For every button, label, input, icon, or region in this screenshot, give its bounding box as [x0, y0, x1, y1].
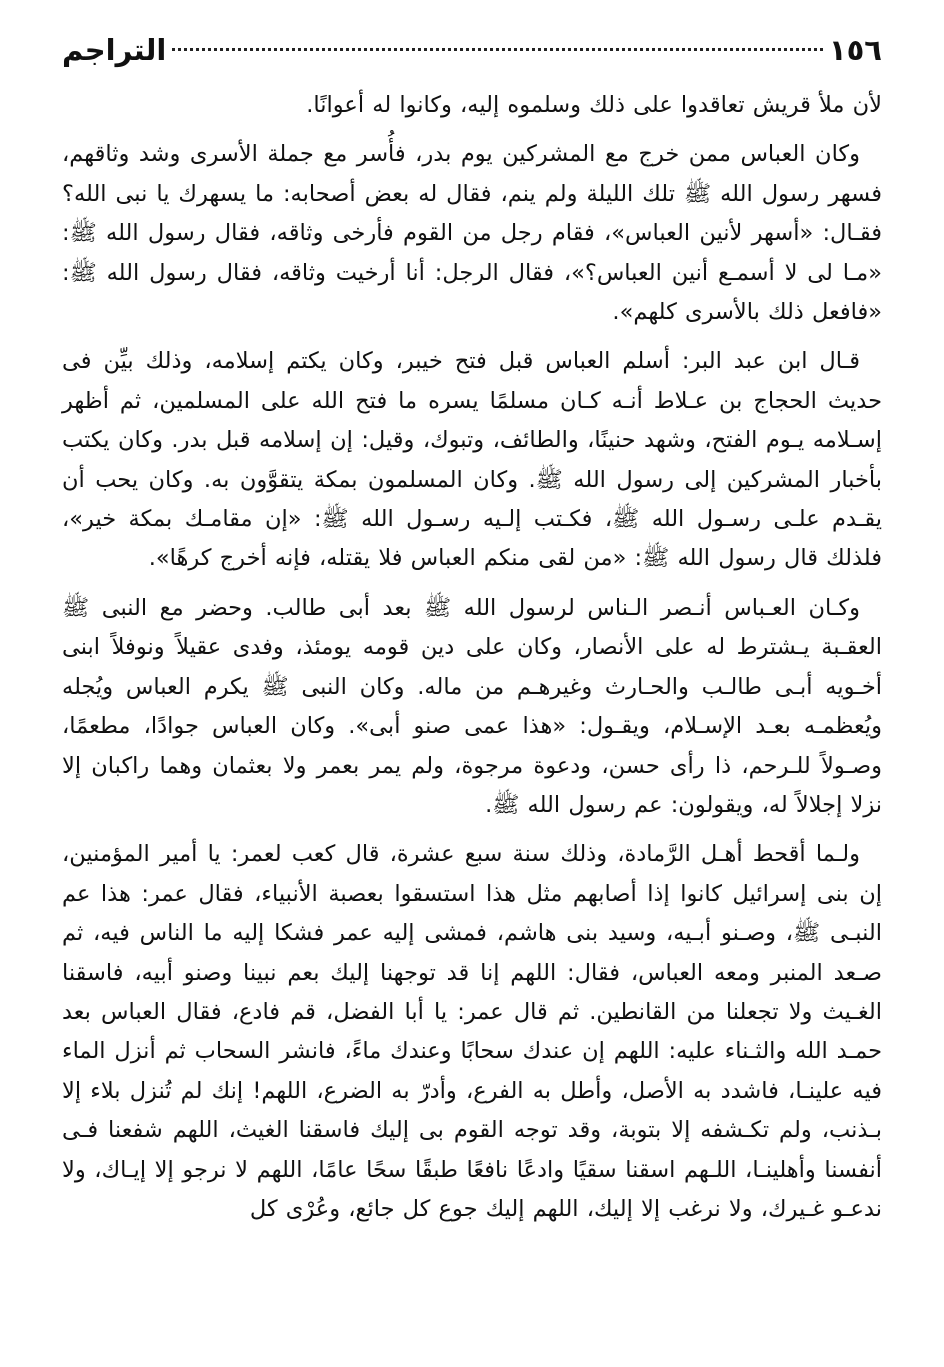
- paragraph-2: وكان العباس ممن خرج مع المشركين يوم بدر، فأُسر مع جملة الأسرى وشد وثاقهم، فسهر رسول الله ﷺ تلك الليلة ولم ينم، فقال له بعض أصحابه: ما يسهرك يا نبى الله؟ فقـال: «أسهر لأنين العباس»، فقام رجل من القوم فأرخى وثاقه، فقال رسول الله ﷺ: «مـا لى لا أسمـع أنين العباس؟»، فقال الرجل: أنا أرخيت وثاقه، فقال رسول الله ﷺ: «فافعل ذلك بالأسرى كلهم».: [62, 141, 882, 326]
- dotted-leader: [172, 48, 823, 51]
- paragraph-1: لأن ملأ قريش تعاقدوا على ذلك وسلموه إليه، وكانوا له أعوانًا.: [306, 92, 882, 118]
- paragraph-3: قـال ابن عبد البر: أسلم العباس قبل فتح خيبر، وكان يكتم إسلامه، وذلك بيِّن فى حديث الحجاج بن عـلاط أنـه كـان مسلمًا يسره ما فتح الله على المسلمين، ثم أظهر إسـلامه يـوم الفتح، وشهد حنينًا، والطائف، وتبوك، وقيل: إن إسلامه قبل بدر. وكان يكتب بأخبار المشركين إلى رسول الله ﷺ. وكان المسلمون بمكة يتقوَّون به. وكان يحب أن يقـدم علـى رسـول الله ﷺ، فكـتب إلـيه رسـول الله ﷺ: «إن مقامـك بمكة خير»، فلذلك قال رسول الله ﷺ: «من لقى منكم العباس فلا يقتله، فإنه أخرج كرهًا».: [62, 348, 882, 572]
- book-page: [62, 30, 882, 1233]
- running-header: [62, 30, 882, 74]
- paragraph-4: وكـان العـباس أنـصر الـناس لرسول الله ﷺ بعد أبى طالب. وحضر مع النبى ﷺ العقـبة يـشترط له على الأنصار، وكان على دين قومه يومئذ، وفدى عقيلاً ونوفلاً ابنى أخـويه أبـى طالـب والحـارث وغيرهـم من ماله. وكان النبى ﷺ يكرم العباس ويُجله ويُعظمـه بعـد الإسـلام، ويقـول: «هذا عمى صنو أبى». وكان العباس جوادًا، مطعمًا، وصـولاً للـرحم، ذا رأى حسن، ودعوة مرجوة، ولم يمر بعمر ولا بعثمان وهما راكبان إلا نزلا إجلالاً له، ويقولون: عم رسول الله ﷺ.: [62, 594, 882, 818]
- page-number: ١٥٦: [828, 33, 882, 67]
- paragraph-5: ولـما أقحط أهـل الرَّمادة، وذلك سنة سبع عشرة، قال كعب لعمر: يا أمير المؤمنين، إن بنى إسرائيل كانوا إذا أصابهم مثل هذا استسقوا بعصبة الأنبياء، فقال عمر: هذا عم النبـى ﷺ، وصـنو أبـيه، وسيد بنى هاشم، فمشى إليه عمر فشكا إليه ما الناس فيه، ثم صـعد المنبر ومعه العباس، فقال: اللهم إنا قد توجهنا إليك بعم نبينا وصنو أبيه، فاسقنا الغـيث ولا تجعلنا من القانطين. ثم قال عمر: يا أبا الفضل، قم فادع، فقال العباس بعد حمـد الله والثـناء عليه: اللهم إن عندك سحابًا وعندك ماءً، فانشر السحاب ثم أنزل الماء فيه علينـا، فاشدد به الأصل، وأطل به الفرع، وأدرّ به الضرع، اللهم! إنك لم تُنزل بلاء إلا بـذنب، ولم تكـشفه إلا بتوبة، وقد توجه القوم بى إليك فاسقنا الغيث، اللهم شفعنا فـى أنفسنا وأهلينـا، اللـهم اسقنا سقيًا وادعًا نافعًا طبقًا سحًا عامًا، اللهم لا نرجو إلا إيـاك، ولا ندعـو غـيرك، ولا نرغب إلا إليك، اللهم إليك جوع كل جائع، وعُرْى كل: [62, 841, 882, 1222]
- section-title: التراجم: [62, 33, 167, 67]
